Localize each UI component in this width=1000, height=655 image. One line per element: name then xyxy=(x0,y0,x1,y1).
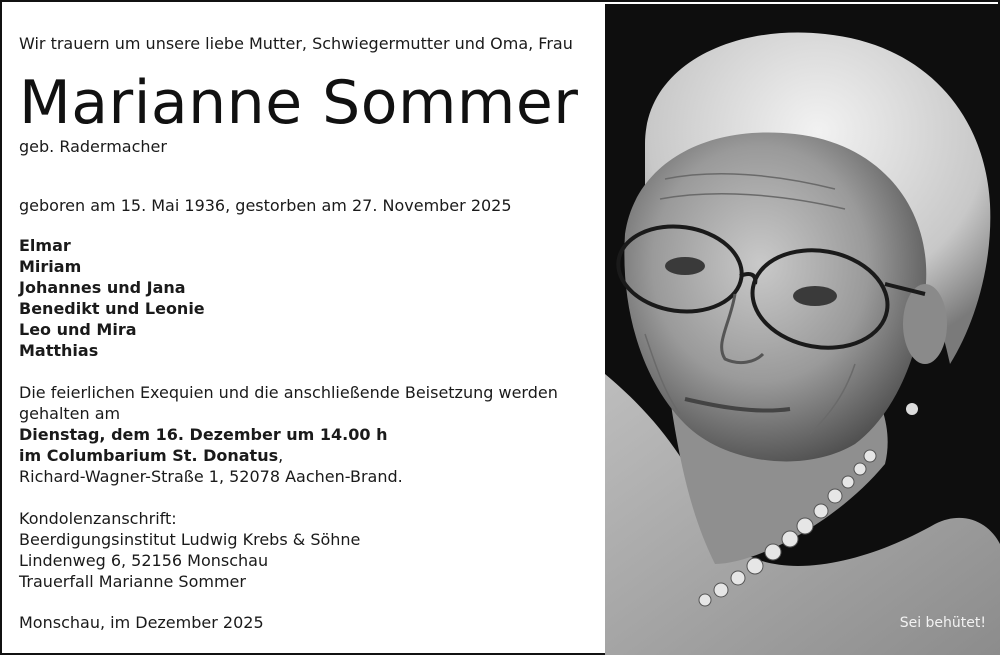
portrait-photo xyxy=(605,4,1000,655)
condolence-heading: Kondolenzanschrift: xyxy=(19,509,177,528)
service-text-line: Die feierlichen Exequien und die anschließende Beisetzung werden xyxy=(19,383,558,402)
mourner-name: Johannes und Jana xyxy=(19,278,186,297)
mourners-list xyxy=(19,235,205,361)
life-dates: geboren am 15. Mai 1936, gestorben am 27. November 2025 xyxy=(19,196,512,215)
service-address: Richard-Wagner-Straße 1, 52078 Aachen-Brand. xyxy=(19,467,403,486)
deceased-name: Marianne Sommer xyxy=(19,68,579,138)
mourner-name: Matthias xyxy=(19,341,99,360)
photo-caption: Sei behütet! xyxy=(899,615,986,631)
maiden-name: geb. Radermacher xyxy=(19,137,167,156)
service-text-line: gehalten am xyxy=(19,404,121,423)
intro-line: Wir trauern um unsere liebe Mutter, Schwiegermutter und Oma, Frau xyxy=(19,34,573,53)
service-venue: im Columbarium St. Donatus xyxy=(19,446,279,465)
service-date-time: Dienstag, dem 16. Dezember um 14.00 h xyxy=(19,425,388,444)
condolence-reference: Trauerfall Marianne Sommer xyxy=(19,572,246,591)
service-venue-line xyxy=(19,445,594,466)
mourner-name: Elmar xyxy=(19,236,71,255)
service-details xyxy=(19,382,594,487)
venue-comma: , xyxy=(278,446,284,465)
funeral-home-name: Beerdigungsinstitut Ludwig Krebs & Söhne xyxy=(19,530,361,549)
mourner-name: Benedikt und Leonie xyxy=(19,299,205,318)
funeral-home-street: Lindenweg 6, 52156 Monschau xyxy=(19,551,269,570)
condolence-address xyxy=(19,508,360,592)
closing-line: Monschau, im Dezember 2025 xyxy=(19,613,264,632)
mourner-name: Miriam xyxy=(19,257,82,276)
portrait-illustration xyxy=(605,4,1000,655)
mourner-name: Leo und Mira xyxy=(19,320,137,339)
